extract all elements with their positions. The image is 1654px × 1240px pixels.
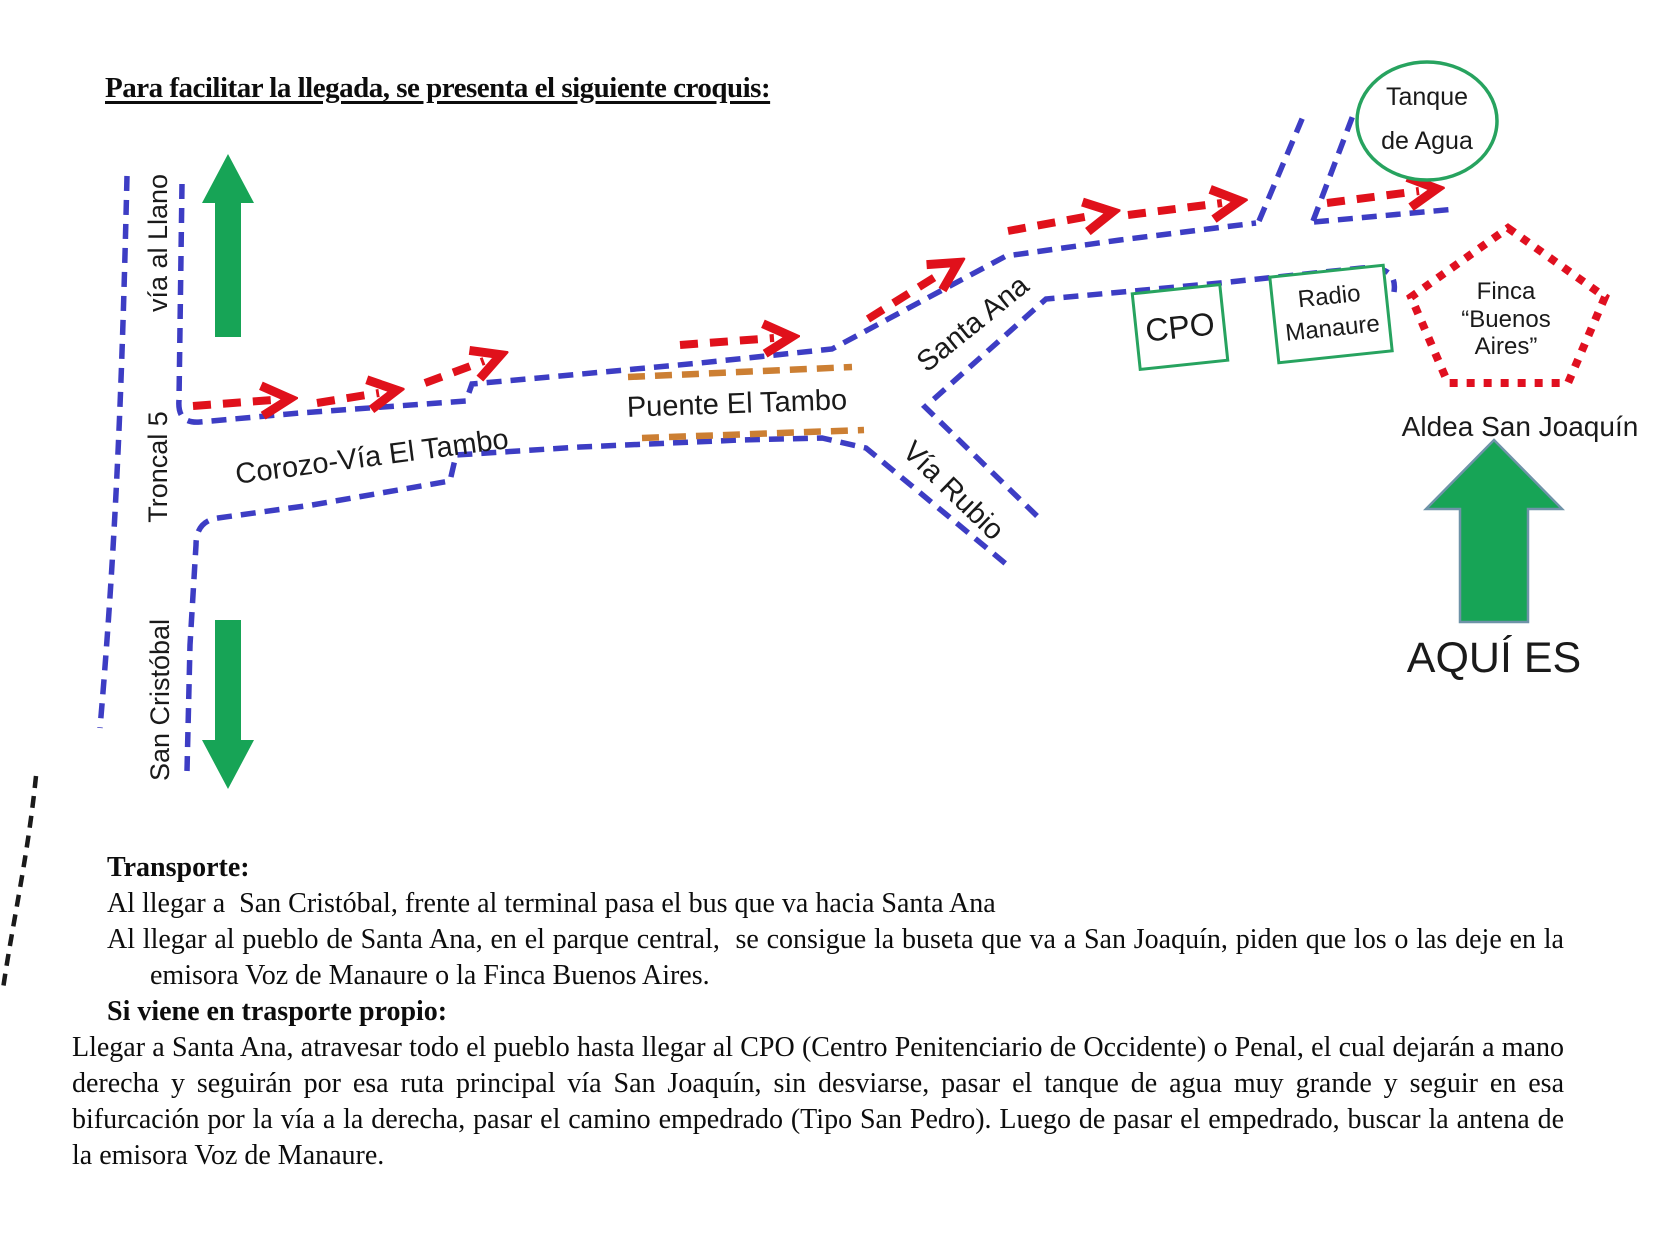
own-transport-paragraph: Llegar a Santa Ana, atravesar todo el pueblo hasta llegar al CPO (Centro Penitenciario de Occidente) o Penal, el cual dejarán a mano derecha y seguirán por esa ruta principal vía San Joaquín, sin desviarse, pasar el tanque de agua muy grande y seguir en esa bifurcación por la vía a la derecha, pasar el camino empedrado (Tipo San Pedro). Luego de pasar el empedrado, buscar la antena de la emisora Voz de Manaure. — [72, 1032, 1571, 1171]
label-puente-el-tambo: Puente El Tambo — [626, 384, 848, 424]
radio-manaure-label-line2: Manaure — [1283, 310, 1382, 347]
route-arrow-7 — [1128, 203, 1222, 215]
label-san-cristobal: San Cristóbal — [145, 618, 175, 782]
route-arrow-8 — [1327, 191, 1419, 203]
road-left-outer — [100, 176, 127, 728]
route-arrow-6 — [1008, 215, 1095, 231]
label-troncal-5: Troncal 5 — [143, 411, 173, 523]
tanque-label-line1: Tanque — [1385, 83, 1469, 111]
cpo-label: CPO — [1143, 305, 1217, 349]
arrow-via-al-llano — [202, 154, 254, 337]
bridge-lower-mark — [642, 430, 864, 438]
label-corozo-via-el-tambo: Corozo-Vía El Tambo — [233, 423, 511, 491]
label-via-al-llano: vía al Llano — [143, 173, 173, 313]
tanque-label-line2: de Agua — [1381, 127, 1473, 155]
finca-label-line2: “Buenos — [1461, 306, 1551, 333]
own-transport-heading: Si viene en trasporte propio: — [107, 996, 448, 1027]
arrow-aqui-es — [1426, 440, 1562, 622]
road-bottom-edge-main — [187, 438, 1006, 771]
transport-heading: Transporte: — [107, 852, 250, 883]
road-branch-left — [1259, 112, 1305, 221]
tanque-de-agua-circle — [1357, 62, 1497, 180]
route-arrow-1 — [193, 400, 272, 406]
road-top-edge-main — [179, 184, 1256, 422]
label-aldea-san-joaquin: Aldea San Joaquín — [1401, 411, 1639, 442]
arrow-san-cristobal — [202, 620, 254, 789]
road-top-edge-after-branch — [1314, 209, 1456, 222]
route-arrow-2 — [317, 393, 379, 403]
label-via-rubio: Vía Rubio — [896, 435, 1010, 547]
transport-line-buseta: Al llegar al pueblo de Santa Ana, en el parque central, se consigue la buseta que va a San Joaquín, piden que los o las deje en la emisora Voz de Manaure o la Finca Buenos Aires. — [107, 924, 1571, 991]
page-title: Para facilitar la llegada, se presenta el siguiente croquis: — [105, 72, 771, 104]
label-santa-ana: Santa Ana — [910, 269, 1036, 379]
finca-label-line3: Aires” — [1474, 333, 1538, 360]
road-black-dashed — [3, 776, 36, 989]
label-aqui-es: AQUÍ ES — [1406, 634, 1582, 682]
route-arrow-3 — [425, 361, 484, 383]
finca-label-line1: Finca — [1476, 278, 1536, 305]
directions-text — [72, 850, 1571, 1174]
radio-manaure-label-line1: Radio — [1296, 279, 1362, 314]
transport-line-bus: Al llegar a San Cristóbal, frente al terminal pasa el bus que va hacia Santa Ana — [107, 888, 996, 919]
radio-manaure-box — [1270, 265, 1392, 362]
cpo-box — [1132, 285, 1227, 370]
route-arrow-4 — [680, 338, 774, 345]
